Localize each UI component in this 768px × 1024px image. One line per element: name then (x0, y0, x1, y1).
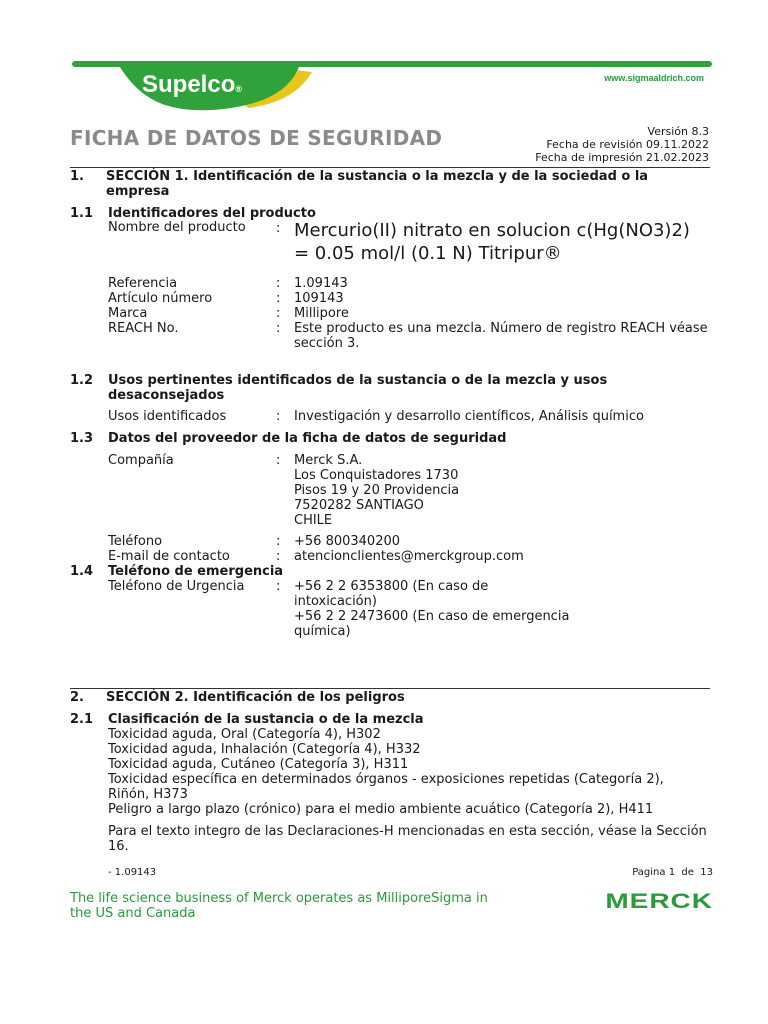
reference-value: 1.09143 (294, 276, 348, 291)
section2-rule (70, 688, 710, 689)
colon: : (276, 534, 281, 549)
section2-title: SECCIÓN 2. Identificación de los peligros (106, 690, 405, 705)
section2-number: 2. (70, 690, 84, 705)
product-name-value: Mercurio(II) nitrato en solucion c(Hg(NO3)2) = 0.05 mol/l (0.1 N) Titripur® (294, 220, 690, 264)
company-label: Compañía (108, 453, 174, 468)
subsection-1-1-number: 1.1 (70, 206, 94, 221)
colon: : (276, 579, 281, 594)
article-label: Artículo número (108, 291, 213, 306)
version-text: Versión 8.3 (647, 125, 709, 138)
subsection-1-4-title: Teléfono de emergencia (108, 564, 284, 579)
colon: : (276, 549, 281, 564)
list-item: Toxicidad aguda, Inhalación (Categoría 4), H332 (108, 742, 421, 757)
hazard-classification-list (108, 727, 664, 817)
footer-tagline: The life science business of Merck operates as MilliporeSigma in the US and Canada (70, 891, 488, 921)
colon: : (276, 453, 281, 468)
list-item: Toxicidad aguda, Oral (Categoría 4), H302 (108, 727, 381, 742)
brand-value: Millipore (294, 306, 349, 321)
subsection-1-2-number: 1.2 (70, 373, 94, 388)
subsection-1-3-number: 1.3 (70, 431, 94, 446)
header-banner (0, 0, 768, 120)
uses-label: Usos identificados (108, 409, 227, 424)
reference-label: Referencia (108, 276, 178, 291)
colon: : (276, 409, 281, 424)
brand-label: Marca (108, 306, 148, 321)
revision-date: Fecha de revisión 09.11.2022 (546, 138, 709, 151)
brand-name: Supelco (142, 71, 236, 98)
uses-value: Investigación y desarrollo científicos, Análisis químico (294, 409, 644, 424)
subsection-1-2-title: Usos pertinentes identificados de la sustancia o de la mezcla y usos desaconsejados (108, 373, 608, 403)
list-item: Toxicidad específica en determinados órganos - exposiciones repetidas (Categoría 2), (108, 772, 664, 787)
product-name-label: Nombre del producto (108, 220, 246, 235)
subsection-2-1-number: 2.1 (70, 712, 94, 727)
brand-logo (142, 70, 242, 104)
colon: : (276, 321, 281, 336)
reach-value: Este producto es una mezcla. Número de registro REACH véase sección 3. (294, 321, 708, 351)
colon: : (276, 291, 281, 306)
section1-title: SECCIÓN 1. Identificación de la sustancia o la mezcla y de la sociedad o la empresa (106, 169, 649, 199)
document-title: FICHA DE DATOS DE SEGURIDAD (70, 126, 443, 150)
colon: : (276, 306, 281, 321)
email-label: E-mail de contacto (108, 549, 230, 564)
list-item: Toxicidad aguda, Cutáneo (Categoría 3), H311 (108, 757, 409, 772)
website-link[interactable]: www.sigmaaldrich.com (604, 73, 704, 83)
section1-number: 1. (70, 169, 84, 184)
h-statements-note: Para el texto integro de las Declaraciones-H mencionadas en esta sección, véase la Sección 16. (108, 824, 707, 854)
email-link[interactable]: atencionclientes@merckgroup.com (294, 549, 524, 564)
emergency-phone-label: Teléfono de Urgencia (108, 579, 245, 594)
list-item: Riñón, H373 (108, 787, 188, 802)
colon: : (276, 221, 281, 236)
subsection-2-1-title: Clasificación de la sustancia o de la mezcla (108, 712, 424, 727)
merck-logo: MERCK (605, 889, 713, 913)
list-item: Peligro a largo plazo (crónico) para el medio ambiente acuático (Categoría 2), H411 (108, 802, 654, 817)
footer-doc-ref: - 1.09143 (108, 867, 157, 878)
colon: : (276, 276, 281, 291)
emergency-phone-value: +56 2 2 6353800 (En caso de intoxicación) +56 2 2 2473600 (En caso de emergencia química) (294, 579, 570, 639)
reach-label: REACH No. (108, 321, 179, 336)
phone-label: Teléfono (108, 534, 163, 549)
phone-value: +56 800340200 (294, 534, 401, 549)
document-meta (535, 125, 709, 164)
subsection-1-1-title: Identificadores del producto (108, 206, 316, 221)
print-date: Fecha de impresión 21.02.2023 (535, 151, 709, 164)
brand-registered-mark: ® (235, 84, 242, 94)
footer-page-number: Pagina 1 de 13 (632, 867, 713, 878)
subsection-1-3-title: Datos del proveedor de la ficha de datos de seguridad (108, 431, 507, 446)
subsection-1-4-number: 1.4 (70, 564, 94, 579)
article-value: 109143 (294, 291, 344, 306)
company-address: Merck S.A. Los Conquistadores 1730 Pisos 19 y 20 Providencia 7520282 SANTIAGO CHILE (294, 453, 460, 528)
section1-rule (70, 167, 710, 168)
